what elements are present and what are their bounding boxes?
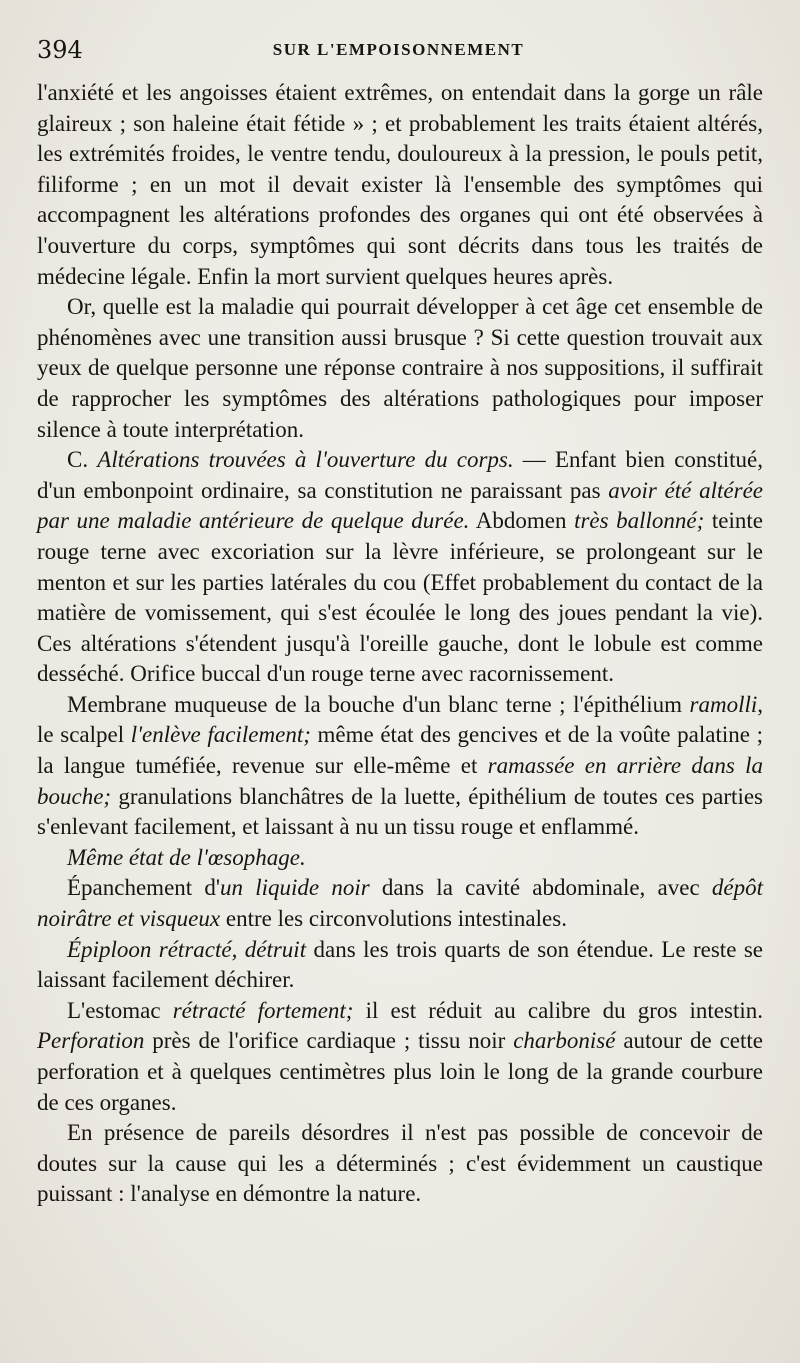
paragraph (37, 996, 763, 1118)
paragraph (37, 1118, 763, 1210)
page-number: 394 (37, 36, 83, 64)
paragraph (37, 690, 763, 843)
text-run: Membrane muqueuse de la bouche d'un blanc terne ; l'épithélium (67, 691, 690, 717)
text-run: , le scalpel (37, 691, 763, 748)
text-run: près de l'orifice cardiaque ; tissu noir (144, 1028, 514, 1054)
italic-text: très ballonné; (574, 508, 705, 534)
text-run: teinte rouge terne avec excoriation sur la lèvre inférieure, se prolongeant sur le menton et sur les parties latérales du cou (Effet probablement du contact de la matière de vomissement, qui s'est écoulée le long des joues pendant la vie). Ces altérations s'étendent jusqu'à l'oreille gauche, dont le lobule est comme desséché. Orifice buccal d'un rouge terne avec racornissement. (37, 508, 763, 687)
paragraph (37, 292, 763, 445)
italic-text: ramassée en arrière dans la bouche; (37, 753, 763, 809)
text-run: Or, quelle est la maladie qui pourrait développer à cet âge cet ensemble de phénomènes avec une transition aussi brusque ? Si cette question trouvait aux yeux de quelque personne une réponse contraire à nos suppositions, il suffirait de rapprocher les symptômes des altérations pathologiques pour imposer silence à toute interprétation. (37, 294, 763, 442)
italic-text: l'enlève facilement; (130, 722, 311, 748)
italic-text: charbonisé (513, 1028, 616, 1054)
text-run: autour de cette perforation et à quelques centimètres plus loin le long de la grande courbure de ces organes. (37, 1028, 763, 1115)
text-run: — Enfant bien constitué, d'un embonpoint ordinaire, sa constitution ne paraissant pas (37, 447, 763, 503)
text-run: Épanchement d' (67, 875, 221, 901)
text-run: même état des gencives et de la voûte palatine ; la langue tuméfiée, revenue sur elle-même et (37, 722, 763, 779)
text-run: C. (67, 447, 98, 473)
text-run: l'anxiété et les angoisses étaient extrêmes, on entendait dans la gorge un râle glaireux ; son haleine était fétide » ; et probablement les traits étaient altérés, les extrémités froides, le ventre tendu, douloureux à la pression, le pouls petit, filiforme ; en un mot il devait exister là l'ensemble des symptômes qui accompagnent les altérations profondes des organes qui ont été observées à l'ouverture du corps, symptômes qui sont décrits dans tous les traités de médecine légale. Enfin la mort survient quelques heures après. (37, 80, 763, 289)
text-run: En présence de pareils désordres il n'est pas possible de concevoir de doutes sur la cause qui les a déterminés ; c'est évidemment un caustique puissant : l'analyse en démontre la nature. (37, 1120, 763, 1207)
italic-text: Perforation (37, 1028, 145, 1054)
italic-text: ramolli (689, 691, 758, 717)
italic-text: dépôt noirâtre et visqueux (37, 875, 763, 932)
text-run: Abdomen (469, 508, 575, 534)
page-header (37, 36, 760, 68)
italic-text: un liquide noir (220, 875, 370, 901)
text-run: dans la cavité abdominale, avec (369, 875, 712, 901)
text-run: il est réduit au calibre du gros intestin. (353, 997, 763, 1023)
italic-text: Même état de l'œsophage. (67, 844, 306, 870)
paragraph (37, 78, 763, 292)
italic-text: Altérations trouvées à l'ouverture du corps. (97, 447, 514, 473)
running-title: SUR L'EMPOISONNEMENT (272, 40, 525, 59)
body-text (37, 78, 763, 1210)
italic-text: avoir été altérée par une maladie antérieure de quelque durée. (37, 477, 763, 534)
paragraph (37, 873, 763, 934)
paragraph (37, 445, 763, 690)
italic-text: Épiploon rétracté, détruit (67, 936, 307, 962)
text-run: L'estomac (67, 997, 173, 1023)
text-run: granulations blanchâtres de la luette, épithélium de toutes ces parties s'enlevant facilement, et laissant à nu un tissu rouge et enflammé. (37, 783, 763, 840)
text-run: dans les trois quarts de son étendue. Le reste se laissant facilement déchirer. (37, 936, 763, 993)
italic-text: rétracté fortement; (172, 997, 354, 1023)
text-run: entre les circonvolutions intestinales. (220, 906, 567, 932)
paragraph (37, 935, 763, 996)
paragraph (37, 843, 763, 874)
